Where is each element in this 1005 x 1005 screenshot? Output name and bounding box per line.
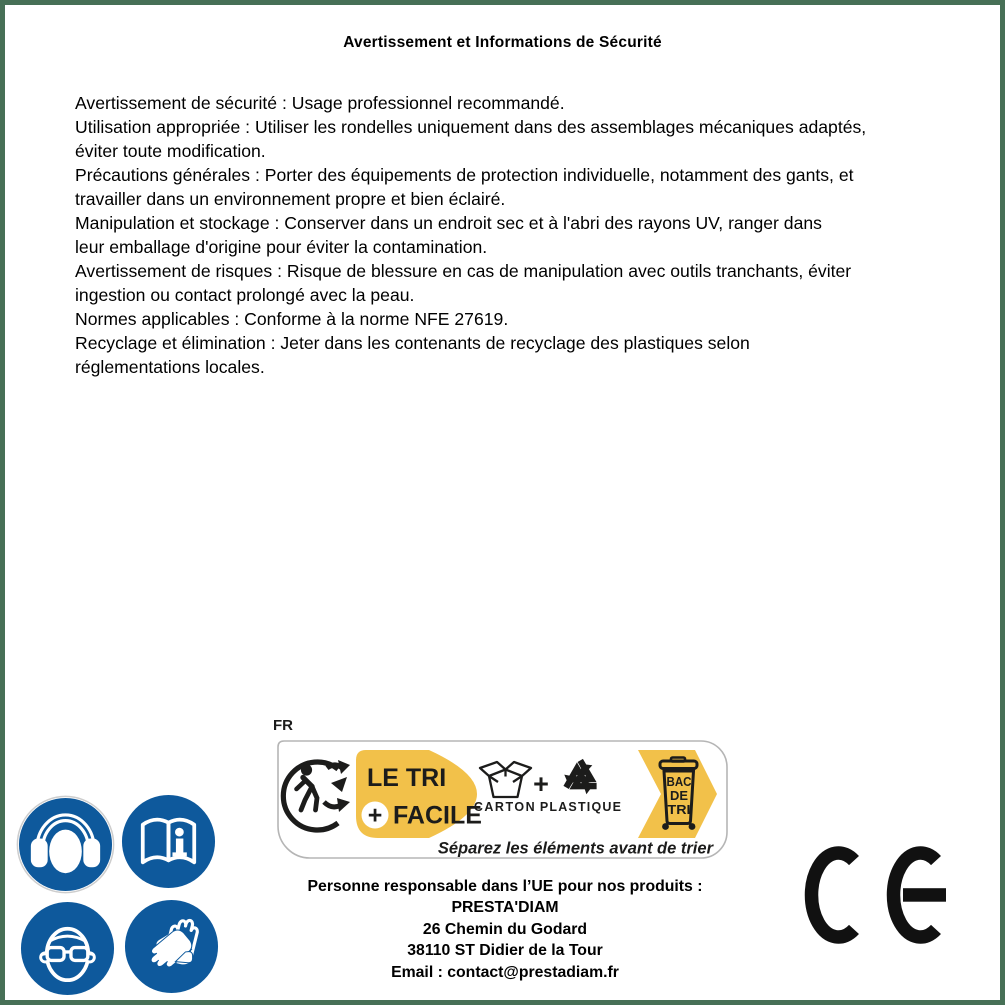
text-line: Manipulation et stockage : Conserver dans un endroit sec et à l'abri des rayons UV, ranger dans: [75, 213, 822, 233]
text-line: réglementations locales.: [75, 357, 265, 377]
address-city: 38110 ST Didier de la Tour: [407, 942, 603, 960]
ear-protection-icon: [16, 795, 115, 894]
safety-text-block: [75, 91, 975, 379]
bin-label-line: TRI: [667, 803, 691, 817]
read-manual-icon: [119, 792, 218, 891]
text-line: Recyclage et élimination : Jeter dans les contenants de recyclage des plastiques selon: [75, 333, 750, 353]
country-code-label: FR: [273, 717, 293, 734]
headline-le-tri: LE TRI: [367, 764, 447, 792]
text-line: Utilisation appropriée : Utiliser les rondelles uniquement dans des assemblages mécaniques adaptés,: [75, 117, 867, 137]
info-tri-banner: [272, 739, 728, 860]
headline-plus: +: [367, 801, 383, 830]
bin-label-line: BAC: [666, 775, 692, 789]
text-line: travailler dans un environnement propre et bien éclairé.: [75, 189, 506, 209]
ce-mark-icon: [803, 843, 953, 953]
text-line: ingestion ou contact prolongé avec la peau.: [75, 285, 415, 305]
text-line: Avertissement de sécurité : Usage professionnel recommandé.: [75, 93, 565, 113]
sorting-tagline: Séparez les éléments avant de trier: [437, 839, 713, 858]
page-title: Avertissement et Informations de Sécurité: [343, 34, 662, 51]
headline-facile: FACILE: [393, 801, 482, 830]
materials-plus: +: [533, 769, 549, 799]
company-name: PRESTA'DIAM: [451, 899, 559, 917]
text-line: Avertissement de risques : Risque de blessure en cas de manipulation avec outils tranchants, éviter: [75, 261, 852, 281]
text-line: Précautions générales : Porter des équipements de protection individuelle, notamment des gants, et: [75, 165, 854, 185]
responsible-person-block: [235, 876, 775, 983]
text-line: leur emballage d'origine pour éviter la contamination.: [75, 237, 488, 257]
responsible-line: Personne responsable dans l’UE pour nos produits :: [307, 878, 703, 895]
bin-label-line: DE: [670, 789, 688, 803]
material-label-carton: CARTON: [473, 800, 537, 814]
protective-gloves-icon: [122, 897, 221, 996]
eye-protection-icon: [18, 899, 117, 998]
text-line: Normes applicables : Conforme à la norme NFE 27619.: [75, 309, 509, 329]
contact-email: Email : contact@prestadiam.fr: [391, 963, 619, 981]
material-label-plastique: PLASTIQUE: [539, 800, 623, 814]
text-line: éviter toute modification.: [75, 141, 266, 161]
address-street: 26 Chemin du Godard: [422, 920, 588, 938]
